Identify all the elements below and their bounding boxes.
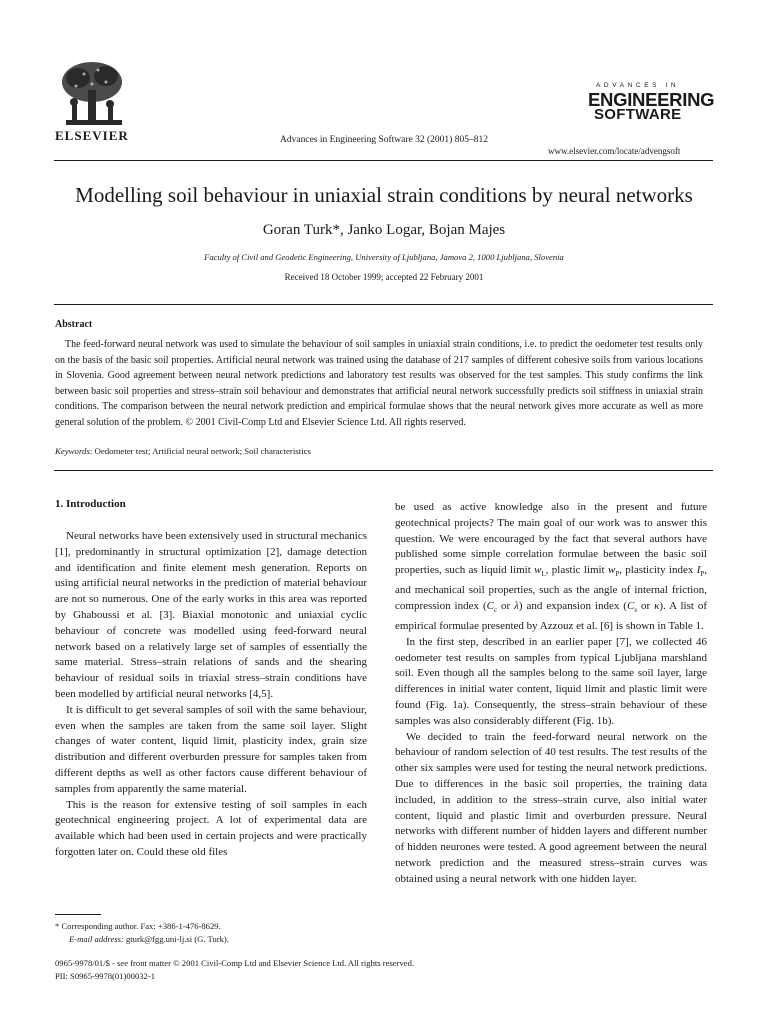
journal-url[interactable]: www.elsevier.com/locate/advengsoft bbox=[548, 146, 681, 156]
right-column bbox=[395, 500, 707, 888]
journal-logo-line2: ENGINEERING bbox=[588, 89, 715, 110]
abstract-bottom-rule bbox=[54, 470, 713, 471]
keywords-label: Keywords bbox=[55, 446, 90, 456]
journal-logo-line3: SOFTWARE bbox=[594, 106, 682, 123]
left-column bbox=[55, 529, 367, 861]
elsevier-tree-logo bbox=[56, 60, 128, 130]
keywords-list: : Oedometer test; Artificial neural network; Soil characteristics bbox=[89, 446, 311, 456]
paragraph: It is difficult to get several samples of soil with the same behaviour, even when the samples are taken from the same soil layer. Slight changes of water content, liquid limit, plasticity index, grain size distribution and different overburden pressure for samples taken from different depths as well as other factors cause different behaviour of samples from apparently the same material. bbox=[55, 703, 367, 795]
author-affiliation: Faculty of Civil and Geodetic Engineering, University of Ljubljana, Jamova 2, 1000 Ljubljana, Slovenia bbox=[204, 252, 564, 262]
keywords bbox=[55, 446, 703, 456]
paragraph: This is the reason for extensive testing of soil samples in each geotechnical engineering project. A lot of experimental data are available which had been used in certain projects and were practically forgotten later on. Could these old files bbox=[55, 798, 367, 858]
bottom-info bbox=[55, 957, 414, 982]
journal-reference: Advances in Engineering Software 32 (2001) 805–812 bbox=[280, 135, 488, 145]
abstract-text: The feed-forward neural network was used to simulate the behaviour of soil samples in uniaxial strain conditions, i.e. to predict the oedometer test results only on the basis of the basic soil properties. Artificial neural network was trained using the database of 217 samples of different cohesive soils from various locations in Slovenia. Good agreement between neural network predictions and laboratory test results was observed for the test samples. This study confirms the link between basic soil properties and stress–strain soil behaviour and demonstrates that artificial neural network successfully predicts soil stiffness in uniaxial strain conditions. The comparison between the neural network prediction and empirical formulae shows that the neural network gives more accurate as well as more general solution of the problem. © 2001 Civil-Comp Ltd and Elsevier Science Ltd. All rights reserved. bbox=[55, 339, 703, 428]
paragraph: We decided to train the feed-forward neural network on the behaviour of random selection of 40 test results. The test results of the other six samples were used for testing the neural network predictions. Due to differences in the basic soil properties, the training data included, in addition to the stress–strain curve, also initial water content, liquid and plastic limit and overburden pressure. Neural networks with different number of hidden layers and different number of hidden neurones were tested. A good agreement between the neural network prediction and the measured stress–strain curves was obtained using a neural network with one hidden layer. bbox=[395, 730, 707, 885]
article-title: Modelling soil behaviour in uniaxial strain conditions by neural networks bbox=[75, 183, 693, 207]
article-authors: Goran Turk*, Janko Logar, Bojan Majes bbox=[262, 222, 506, 238]
paragraph: be used as active knowledge also in the present and future geotechnical projects? The main goal of our work was to answer this question. We were encouraged by the fact that several authors have published some simple correlation formulae between the basic soil properties, such as liquid limit $w_L$, plastic limit $w_P$, plasticity index $I_P$, and mechanical soil properties, such as the angle of internal friction, compression index ($C_c$ or λ) and expansion index ($C_s$ or κ). A list of empirical formulae presented by Azzouz et al. [6] is shown in Table 1. bbox=[395, 501, 708, 632]
header-rule bbox=[54, 160, 713, 161]
pii-line: PII: S0965-9978(01)00032-1 bbox=[55, 970, 156, 981]
copyright-line: 0965-9978/01/$ - see front matter © 2001 Civil-Comp Ltd and Elsevier Science Ltd. All rights reserved. bbox=[55, 958, 415, 968]
paragraph: Neural networks have been extensively used in structural mechanics [1], predominantly in structural optimization [2], damage detection and identification and finite element mesh generation. Reports on using artificial neural networks in the prediction of material behaviour are not so numerous. One of the early works in this area was reported by Ghaboussi et al. [3]. Biaxial monotonic and uniaxial cyclic behaviour of concrete was modelled using feed-forward neural network based on a relatively large set of samples of essentially the same material. Stress–strain relations of sands and the shearing behaviour of residual soils in triaxial stress–strain conditions have been modelled by artificial neural networks [4,5]. bbox=[55, 530, 367, 700]
section-heading: 1. Introduction bbox=[55, 498, 126, 510]
journal-logo-line1: ADVANCES IN bbox=[596, 82, 680, 89]
paragraph: In the first step, described in an earlier paper [7], we collected 46 oedometer test results on samples from typical Ljubljana marshland soil. Even though all the samples belong to the same soil layer, large differences in initial water content, liquid limit and plastic limit were found (Fig. 1a). Consequently, the stress–strain behaviour of these samples was also considerably different (Fig. 1b). bbox=[395, 635, 707, 727]
publisher-name: ELSEVIER bbox=[55, 128, 129, 143]
abstract-heading: Abstract bbox=[55, 319, 93, 330]
footnote-corresponding: * Corresponding author. Fax: +386-1-476-8629. bbox=[55, 921, 221, 931]
footnote bbox=[55, 920, 375, 945]
received-dates: Received 18 October 1999; accepted 22 February 2001 bbox=[284, 272, 484, 282]
footnote-rule bbox=[55, 914, 101, 915]
abstract-top-rule bbox=[54, 304, 713, 305]
footnote-email: E-mail address: gturk@fgg.uni-lj.si (G. Turk). bbox=[69, 933, 229, 944]
